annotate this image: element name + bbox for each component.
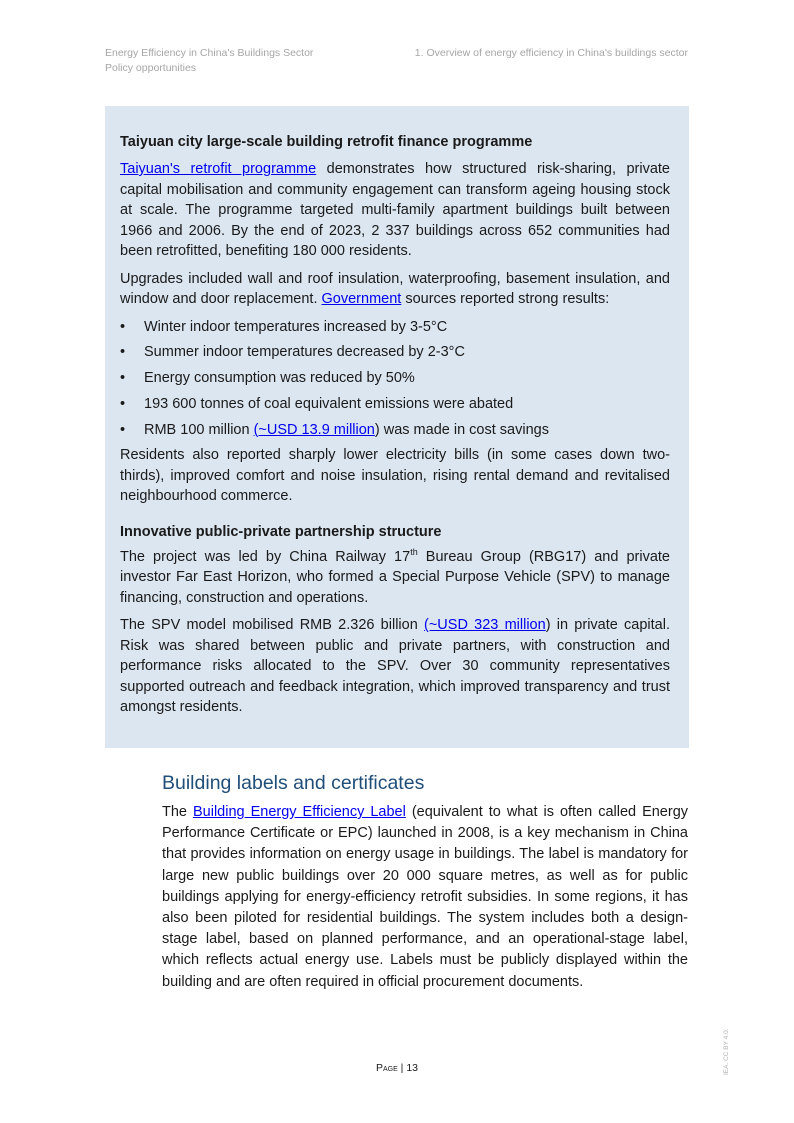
building-energy-efficiency-label-link[interactable]: Building Energy Efficiency Label bbox=[193, 804, 406, 820]
case-study-box bbox=[105, 106, 689, 748]
list-item: • Summer indoor temperatures decreased by 2-3°C bbox=[120, 342, 670, 363]
list-item: • Energy consumption was reduced by 50% bbox=[120, 368, 670, 389]
license-notice: IEA. CC BY 4.0. bbox=[723, 1028, 730, 1075]
box-paragraph-4: The project was led by China Railway 17th Bureau Group (RBG17) and private investor Far East Horizon, who formed a Special Purpose Vehicle (SPV) to manage financing, construction and operations. bbox=[120, 547, 670, 606]
box-title: Taiyuan city large-scale building retrofit finance programme bbox=[120, 134, 533, 150]
bullet-icon: • bbox=[120, 318, 126, 335]
section-paragraph: The Building Energy Efficiency Label (equivalent to what is often called Energy Performance Certificate or EPC) launched in 2008, is a key mechanism in China that provides information on energy usage in buildings. The label is mandatory for large new public buildings over 20 000 square metres, as well as for public buildings applying for energy-efficiency retrofit subsidies. In some regions, it has also been piloted for residential buildings. The system includes both a design-stage label, based on planned performance, and an operational-stage label, which reflects actual energy use. Labels must be publicly displayed within the building and are often required in official procurement documents. bbox=[162, 804, 689, 990]
results-list bbox=[120, 317, 670, 441]
running-header-chapter: 1. Overview of energy efficiency in China's buildings sector bbox=[414, 47, 688, 59]
running-header-left bbox=[105, 46, 313, 76]
taiyuan-programme-link[interactable]: Taiyuan's retrofit programme bbox=[120, 161, 317, 177]
box-paragraph-1: Taiyuan's retrofit programme demonstrates how structured risk-sharing, private capital mobilisation and community engagement can transform ageing housing stock at scale. The programme targeted multi-family apartment buildings built between 1966 and 2006. By the end of 2023, 2 337 buildings across 652 communities had been retrofitted, benefiting 180 000 residents. bbox=[120, 161, 670, 259]
usd-323-million-link[interactable]: (~USD 323 million bbox=[424, 617, 546, 634]
government-link[interactable]: Government bbox=[321, 291, 402, 307]
list-item: • 193 600 tonnes of coal equivalent emissions were abated bbox=[120, 394, 670, 415]
section-heading: Building labels and certificates bbox=[162, 772, 425, 794]
bullet-icon: • bbox=[120, 421, 126, 438]
box-subtitle: Innovative public-private partnership structure bbox=[120, 523, 442, 540]
page-number: Page | 13 bbox=[375, 1062, 419, 1074]
list-item: • RMB 100 million (~USD 13.9 million) was made in cost savings bbox=[120, 420, 670, 441]
box-paragraph-5: The SPV model mobilised RMB 2.326 billion (~USD 323 million) in private capital. Risk was shared between public and private partners, with construction and performance risks allocated to the SPV. Over 30 community representatives supported outreach and feedback integration, which improved transparency and trust amongst residents. bbox=[120, 617, 670, 716]
list-item: • Winter indoor temperatures increased by 3-5°C bbox=[120, 317, 670, 338]
box-paragraph-3: Residents also reported sharply lower electricity bills (in some cases down two-thirds), improved comfort and noise insulation, rising rental demand and revitalised neighbourhood commerce. bbox=[120, 447, 670, 505]
bullet-icon: • bbox=[120, 395, 126, 412]
report-title: Energy Efficiency in China's Buildings Sector bbox=[105, 47, 314, 59]
usd-13-9-million-link[interactable]: (~USD 13.9 million bbox=[253, 421, 375, 438]
building-labels-section bbox=[162, 770, 688, 1000]
box-paragraph-2: Upgrades included wall and roof insulation, waterproofing, basement insulation, and window and door replacement. Government sources reported strong results: bbox=[120, 270, 670, 307]
report-subtitle: Policy opportunities bbox=[105, 62, 197, 74]
bullet-icon: • bbox=[120, 370, 126, 387]
bullet-icon: • bbox=[120, 344, 126, 361]
